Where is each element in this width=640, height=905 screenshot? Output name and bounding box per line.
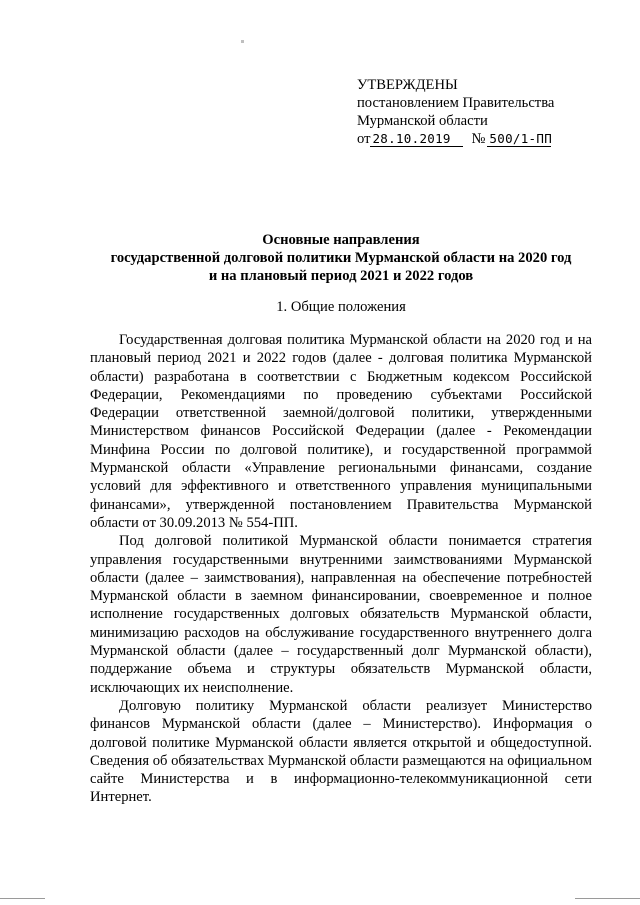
approval-stamp <box>357 76 554 148</box>
document-body <box>90 331 592 807</box>
paragraph: Под долговой политикой Мурманской области понимается стратегия управления государственными внутренними заимствованиями Мурманской области (далее – заимствования), направленная на обеспечение потребностей Мурманской области в заемном финансировании, своевременное и полное исполнение государственных долговых обязательств Мурманской области, минимизацию расходов на обслуживание государственного внутреннего долга Мурманской области (далее – государственный долг Мурманской области), поддержание объема и структуры обязательств Мурманской области, исключающих их неисполнение. <box>90 533 592 696</box>
title-line-1: Основные направления <box>262 232 420 248</box>
approval-line-1: постановлением Правительства <box>357 95 555 111</box>
paragraph: Долговую политику Мурманской области реализует Министерство финансов Мурманской области (далее – Министерство). Информация о долговой политике Мурманской области является открытой и общедоступной. Сведения об обязательствах Мурманской области размещаются на официальном сайте Министерства и в информационно-телекоммуникационной сети Интернет. <box>90 697 592 806</box>
approval-number: 500/1-ПП <box>489 131 553 146</box>
title-line-3: и на плановый период 2021 и 2022 годов <box>208 268 474 284</box>
page-edge-line-right <box>575 898 640 899</box>
approval-date-line <box>357 130 554 148</box>
paragraph: Государственная долговая политика Мурманской области на 2020 год и на плановый период 2021 и 2022 годов (далее - долговая политика Мурманской области) разработана в соответствии с Бюджетным кодексом Российской Федерации, Рекомендациями по проведению субъектами Российской Федерации ответственной заемной/долговой политики, утвержденными Министерством финансов Российской Федерации (далее - Рекомендации Минфина России по долговой политике), и государственной программой Мурманской области «Управление региональными финансами, создание условий для эффективного и ответственного управления муниципальными финансами», утвержденной постановлением Правительства Мурманской области от 30.09.2013 № 554-ПП. <box>90 332 592 531</box>
scan-mark <box>241 40 244 43</box>
section-heading: 1. Общие положения <box>276 299 406 315</box>
approval-from-label: от <box>357 131 371 147</box>
approval-number-label: № <box>471 131 486 147</box>
approval-date: 28.10.2019 <box>370 131 463 147</box>
title-line-2: государственной долговой политики Мурманской области на 2020 год <box>110 250 572 266</box>
page-edge-line-left <box>0 898 45 899</box>
approval-heading: УТВЕРЖДЕНЫ <box>357 77 458 93</box>
approval-line-2: Мурманской области <box>357 113 488 129</box>
document-title <box>90 231 592 285</box>
